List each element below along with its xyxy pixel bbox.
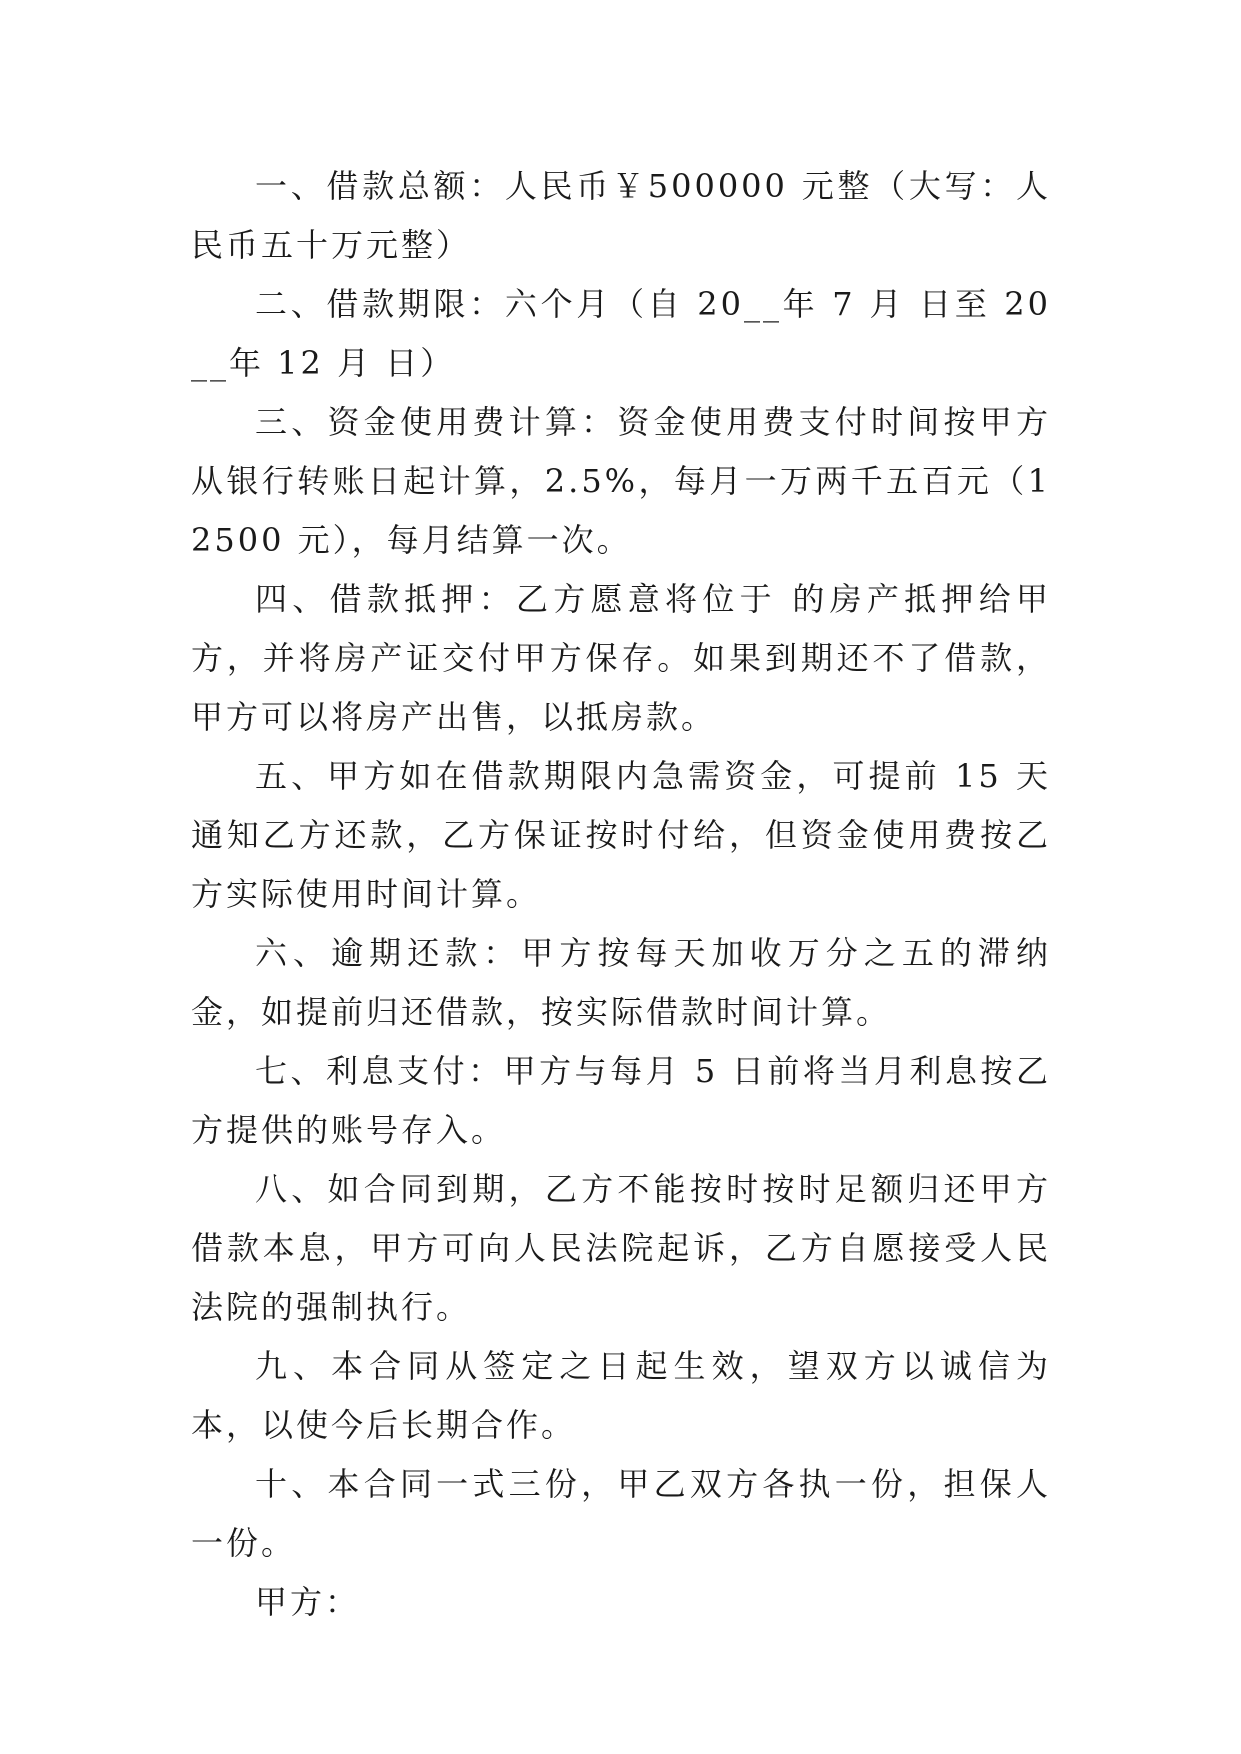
clause-3-fee-calculation: 三、资金使用费计算：资金使用费支付时间按甲方从银行转账日起计算，2.5%，每月一万两千五百元（12500 元），每月结算一次。 — [191, 403, 1051, 559]
clause-9-effective-date: 九、本合同从签定之日起生效，望双方以诚信为本，以使今后长期合作。 — [191, 1347, 1051, 1444]
party-a-signature-label: 甲方： — [255, 1583, 361, 1621]
clause-2-loan-term: 二、借款期限：六个月（自 20__年 7 月 日至 20__年 12 月 日） — [191, 285, 1051, 382]
clause-10-copies: 十、本合同一式三份，甲乙双方各执一份，担保人一份。 — [191, 1465, 1051, 1562]
clause-5-early-repayment: 五、甲方如在借款期限内急需资金，可提前 15 天通知乙方还款，乙方保证按时付给，但资金使用费按乙方实际使用时间计算。 — [191, 757, 1051, 913]
clause-8-enforcement: 八、如合同到期，乙方不能按时按时足额归还甲方借款本息，甲方可向人民法院起诉，乙方自愿接受人民法院的强制执行。 — [191, 1170, 1051, 1326]
clause-4-collateral: 四、借款抵押：乙方愿意将位于 的房产抵押给甲方，并将房产证交付甲方保存。如果到期还不了借款，甲方可以将房产出售，以抵房款。 — [191, 580, 1051, 736]
clause-7-interest-payment: 七、利息支付：甲方与每月 5 日前将当月利息按乙方提供的账号存入。 — [191, 1052, 1051, 1149]
clause-6-overdue: 六、逾期还款：甲方按每天加收万分之五的滞纳金，如提前归还借款，按实际借款时间计算。 — [191, 934, 1051, 1031]
document-page — [191, 157, 1051, 1632]
clause-1-loan-amount: 一、借款总额：人民币￥500000 元整（大写：人民币五十万元整） — [191, 167, 1051, 264]
